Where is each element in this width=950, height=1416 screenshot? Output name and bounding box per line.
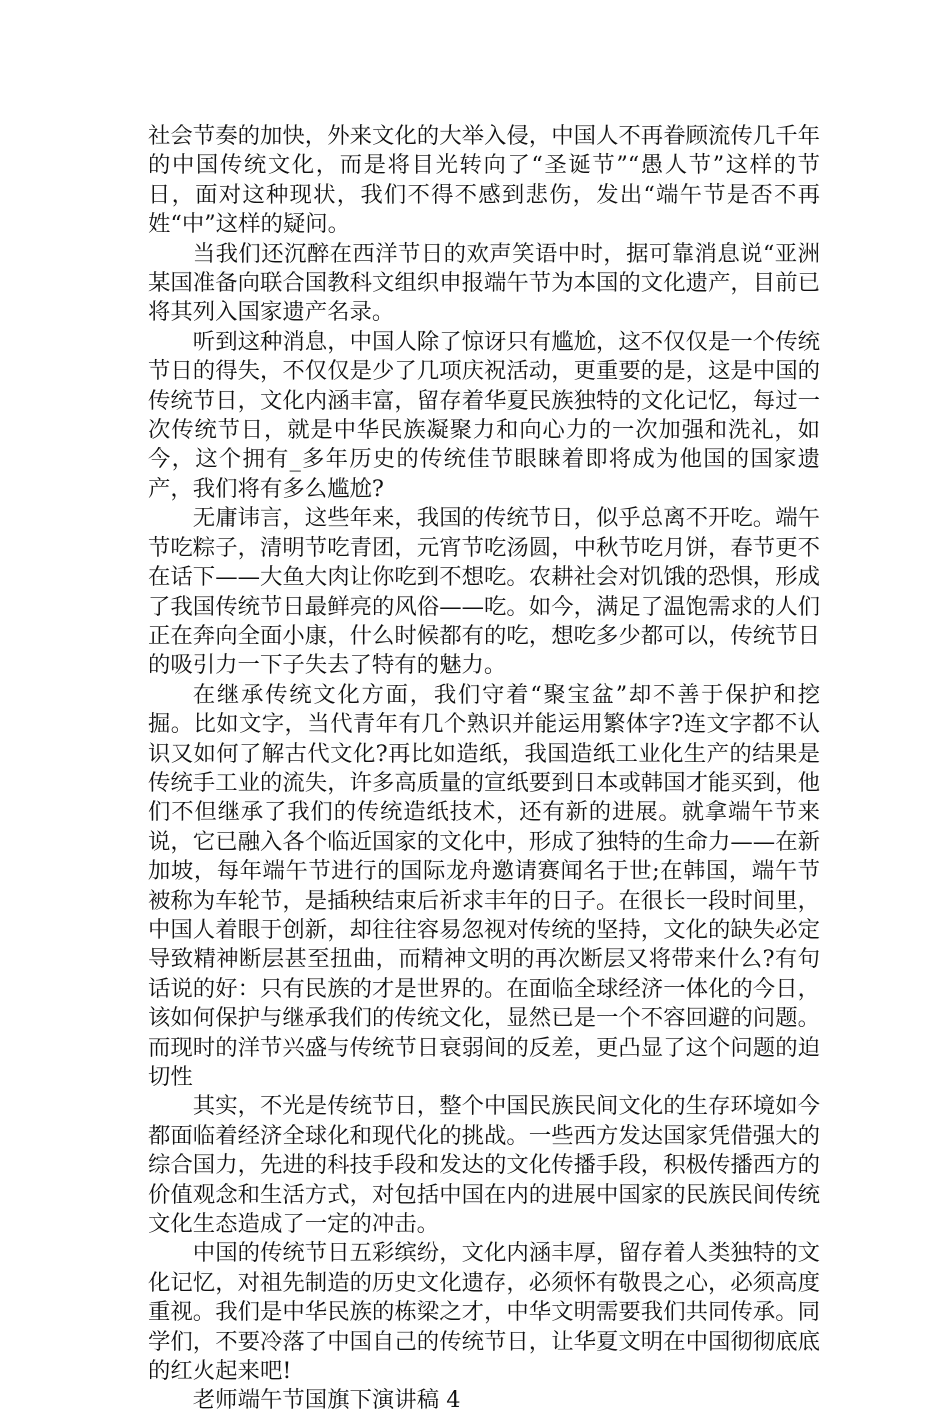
paragraph: 在继承传统文化方面，我们守着“聚宝盆”却不善于保护和挖掘。比如文字，当代青年有几个熟识并能运用繁体字?连文字都不认识又如何了解古代文化?再比如造纸，我国造纸工业化生产的结果是传统手工业的流失，许多高质量的宣纸要到日本或韩国才能买到，他们不但继承了我们的传统造纸技术，还有新的进展。就拿端午节来说，它已融入各个临近国家的文化中，形成了独特的生命力——在新加坡，每年端午节进行的国际龙舟邀请赛闻名于世;在韩国，端午节被称为车轮节，是插秧结束后祈求丰年的日子。在很长一段时间里，中国人着眼于创新，却往往容易忽视对传统的坚持，文化的缺失必定导致精神断层甚至扭曲，而精神文明的再次断层又将带来什么?有句话说的好：只有民族的才是世界的。在面临全球经济一体化的今日，该如何保护与继承我们的传统文化，显然已是一个不容回避的问题。而现时的洋节兴盛与传统节日衰弱间的反差，更凸显了这个问题的迫切性 bbox=[148, 681, 820, 1090]
paragraph: 其实，不光是传统节日，整个中国民族民间文化的生存环境如今都面临着经济全球化和现代化的挑战。一些西方发达国家凭借强大的综合国力，先进的科技手段和发达的文化传播手段，积极传播西方的价值观念和生活方式，对包括中国在内的进展中国家的民族民间传统文化生态造成了一定的冲击。 bbox=[148, 1093, 820, 1238]
next-speech-heading: 老师端午节国旗下演讲稿 4 bbox=[192, 1387, 461, 1414]
paragraph: 当我们还沉醉在西洋节日的欢声笑语中时，据可靠消息说“亚洲某国准备向联合国教科文组织申报端午节为本国的文化遗产，目前已将其列入国家遗产名录。 bbox=[148, 240, 820, 326]
paragraph: 中国的传统节日五彩缤纷，文化内涵丰厚，留存着人类独特的文化记忆，对祖先制造的历史文化遗存，必须怀有敬畏之心，必须高度重视。我们是中华民族的栋梁之才，中华文明需要我们共同传承。同学们，不要冷落了中国自己的传统节日，让华夏文明在中国彻彻底底的红火起来吧! bbox=[148, 1240, 820, 1385]
paragraph-continuation: 社会节奏的加快，外来文化的大举入侵，中国人不再眷顾流传几千年的中国传统文化，而是将目光转向了“圣诞节”“愚人节”这样的节日，面对这种现状，我们不得不感到悲伤，发出“端午节是否不再姓“中”这样的疑问。 bbox=[148, 123, 820, 238]
speech-body bbox=[148, 122, 820, 1416]
paragraph: 听到这种消息，中国人除了惊讶只有尴尬，这不仅仅是一个传统节日的得失，不仅仅是少了几项庆祝活动，更重要的是，这是中国的传统节日，文化内涵丰富，留存着华夏民族独特的文化记忆，每过一次传统节日，就是中华民族凝聚力和向心力的一次加强和洗礼，如今，这个拥有_多年历史的传统佳节眼睐着即将成为他国的国家遗产，我们将有多么尴尬? bbox=[148, 328, 820, 502]
paragraph: 无庸讳言，这些年来，我国的传统节日，似乎总离不开吃。端午节吃粽子，清明节吃青团，元宵节吃汤圆，中秋节吃月饼，春节更不在话下——大鱼大肉让你吃到不想吃。农耕社会对饥饿的恐惧，形成了我国传统节日最鲜亮的风俗——吃。如今，满足了温饱需求的人们正在奔向全面小康，什么时候都有的吃，想吃多少都可以，传统节日的吸引力一下子失去了特有的魅力。 bbox=[148, 505, 820, 679]
